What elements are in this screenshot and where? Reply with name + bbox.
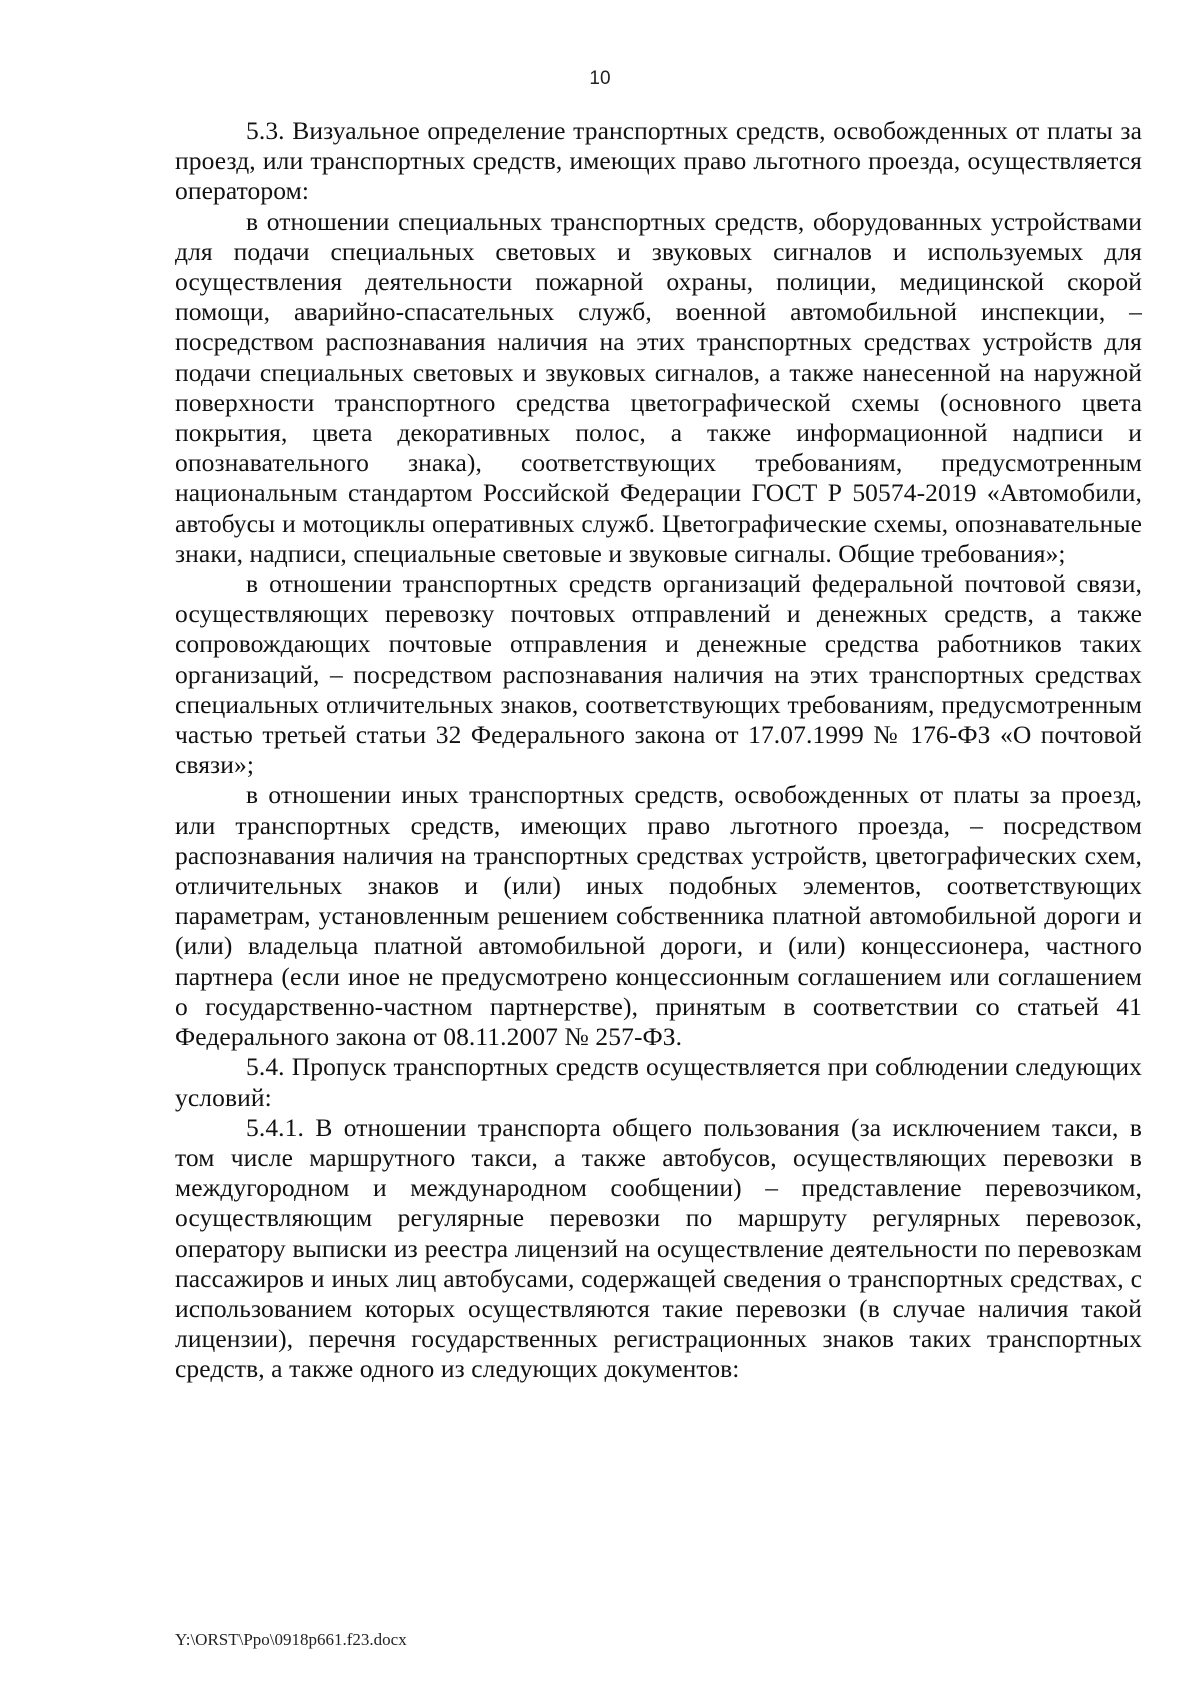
- paragraph-5-4: 5.4. Пропуск транспортных средств осуществляется при соблюдении следующих условий:: [175, 1052, 1142, 1112]
- file-path-footer: Y:\ORST\Ppo\0918p661.f23.docx: [175, 1630, 407, 1649]
- paragraph-postal-vehicles: в отношении транспортных средств организаций федеральной почтовой связи, осуществляющих перевозку почтовых отправлений и денежных средств, а также сопровождающих почтовые отправления и денежные средства работников таких организаций, – посредством распознавания наличия на этих транспортных средствах специальных отличительных знаков, соответствующих требованиям, предусмотренным частью третьей статьи 32 Федерального закона от 17.07.1999 № 176-ФЗ «О почтовой связи»;: [175, 569, 1142, 780]
- paragraph-other-vehicles: в отношении иных транспортных средств, освобожденных от платы за проезд, или транспортных средств, имеющих право льготного проезда, – посредством распознавания наличия на транспортных средствах устройств, цветографических схем, отличительных знаков и (или) иных подобных элементов, соответствующих параметрам, установленным решением собственника платной автомобильной дороги и (или) владельца платной автомобильной дороги, и (или) концессионера, частного партнера (если иное не предусмотрено концессионным соглашением или соглашением о государственно-частном партнерстве), принятым в соответствии со статьей 41 Федерального закона от 08.11.2007 № 257-ФЗ.: [175, 780, 1142, 1052]
- paragraph-5-3: 5.3. Визуальное определение транспортных средств, освобожденных от платы за проезд, или транспортных средств, имеющих право льготного проезда, осуществляется оператором:: [175, 116, 1142, 206]
- paragraph-special-vehicles: в отношении специальных транспортных средств, оборудованных устройствами для подачи специальных световых и звуковых сигналов и используемых для осуществления деятельности пожарной охраны, полиции, медицинской скорой помощи, аварийно-спасательных служб, военной автомобильной инспекции, – посредством распознавания наличия на этих транспортных средствах устройств для подачи специальных световых и звуковых сигналов, а также нанесенной на наружной поверхности транспортного средства цветографической схемы (основного цвета покрытия, цвета декоративных полос, а также информационной надписи и опознавательного знака), соответствующих требованиям, предусмотренным национальным стандартом Российской Федерации ГОСТ Р 50574-2019 «Автомобили, автобусы и мотоциклы оперативных служб. Цветографические схемы, опознавательные знаки, надписи, специальные световые и звуковые сигналы. Общие требования»;: [175, 206, 1142, 568]
- paragraph-5-4-1: 5.4.1. В отношении транспорта общего пользования (за исключением такси, в том числе маршрутного такси, а также автобусов, осуществляющих перевозки в междугородном и международном сообщении) – представление перевозчиком, осуществляющим регулярные перевозки по маршруту регулярных перевозок, оператору выписки из реестра лицензий на осуществление деятельности по перевозкам пассажиров и иных лиц автобусами, содержащей сведения о транспортных средствах, с использованием которых осуществляются такие перевозки (в случае наличия такой лицензии), перечня государственных регистрационных знаков таких транспортных средств, а также одного из следующих документов:: [175, 1112, 1142, 1384]
- document-body: [175, 116, 1142, 1385]
- page-number: 10: [589, 68, 611, 89]
